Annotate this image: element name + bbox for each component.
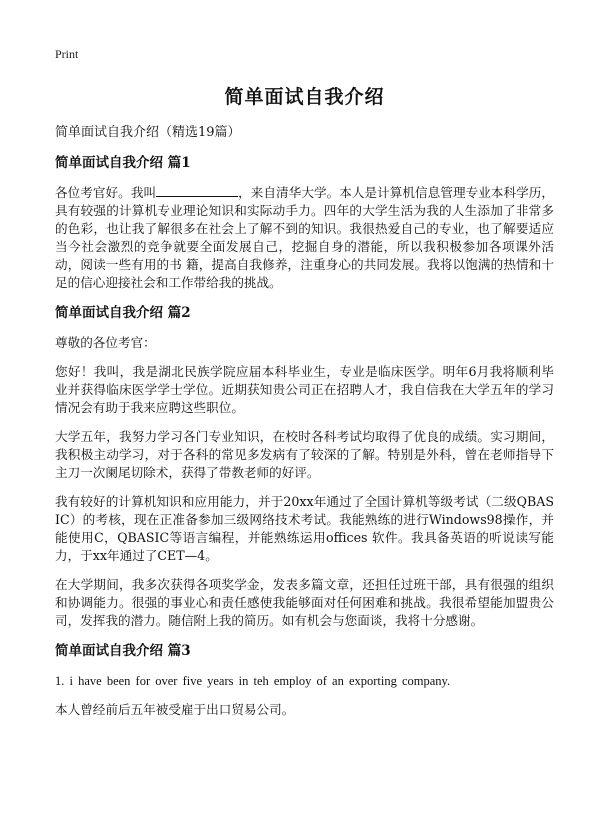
section-3-translation: 本人曾经前后五年被受雇于出口贸易公司。 — [55, 702, 295, 717]
section-2-paragraph-1: 您好！我叫，我是湖北民族学院应届本科毕业生，专业是临床医学。明年6月我将顺利毕业并获得临床医学学士学位。近期获知贵公司正在招聘人才，我自信我在大学五年的学习情况会有助于我来应聘这些职位。 — [55, 364, 554, 415]
section-3-english-sentence: 1. i have been for over five years in teh employ of an exporting company. — [55, 674, 451, 688]
section-heading-1: 简单面试自我介绍 篇1 — [55, 155, 191, 171]
section-2-paragraph-3: 我有较好的计算机知识和应用能力，并于20xx年通过了全国计算机等级考试（二级QBASIC）的考核，现在正准备参加三级网络技术考试。我能熟练的进行Windows98操作，并能使用C，QBASIC等语言编程，并能熟练运用offices 软件。我具备英语的听说读写能力，于xx年通过了CET—4。 — [55, 494, 554, 563]
document-subtitle: 简单面试自我介绍（精选19篇） — [55, 125, 241, 140]
page-title: 简单面试自我介绍 — [224, 86, 385, 108]
section-1-paragraph — [55, 184, 554, 292]
section-heading-2: 简单面试自我介绍 篇2 — [55, 305, 191, 321]
section-1-text-after-blank: ，来自清华大学。本人是计算机信息管理专业本科学历，具有较强的计算机专业理论知识和实际动手力。四年的大学生活为我的人生添加了非常多的色彩，也让我了解很多在社会上了解不到的知识。我很热爱自己的专业，也了解要适应当今社会激烈的竞争就要全面发展自己，挖掘自身的潜能，所以我积极参加各项课外活动，阅读一些有用的书 籍，提高自我修养，注重身心的共同发展。我将以饱满的热情和十足的信心迎接社会和工作带给我的挑战。 — [55, 185, 555, 290]
section-2-salutation: 尊敬的各位考官： — [55, 335, 156, 350]
section-2-paragraph-4: 在大学期间，我多次获得各项奖学金，发表多篇文章，还担任过班干部，具有很强的组织和协调能力。很强的事业心和责任感使我能够面对任何困难和挑战。我很希望能加盟贵公司，发挥我的潜力。随信附上我的简历。如有机会与您面谈，我将十分感谢。 — [55, 577, 554, 628]
section-heading-3: 简单面试自我介绍 篇3 — [55, 643, 191, 659]
print-link[interactable]: Print — [55, 47, 79, 61]
name-blank — [156, 184, 238, 197]
section-2-paragraph-2: 大学五年，我努力学习各门专业知识，在校时各科考试均取得了优良的成绩。实习期间，我积极主动学习，对于各科的常见多发病有了较深的了解。特别是外科，曾在老师指导下主刀一次阑尾切除术，获得了带教老师的好评。 — [55, 429, 554, 480]
section-1-text-before-blank: 各位考官好。我叫 — [55, 185, 157, 200]
